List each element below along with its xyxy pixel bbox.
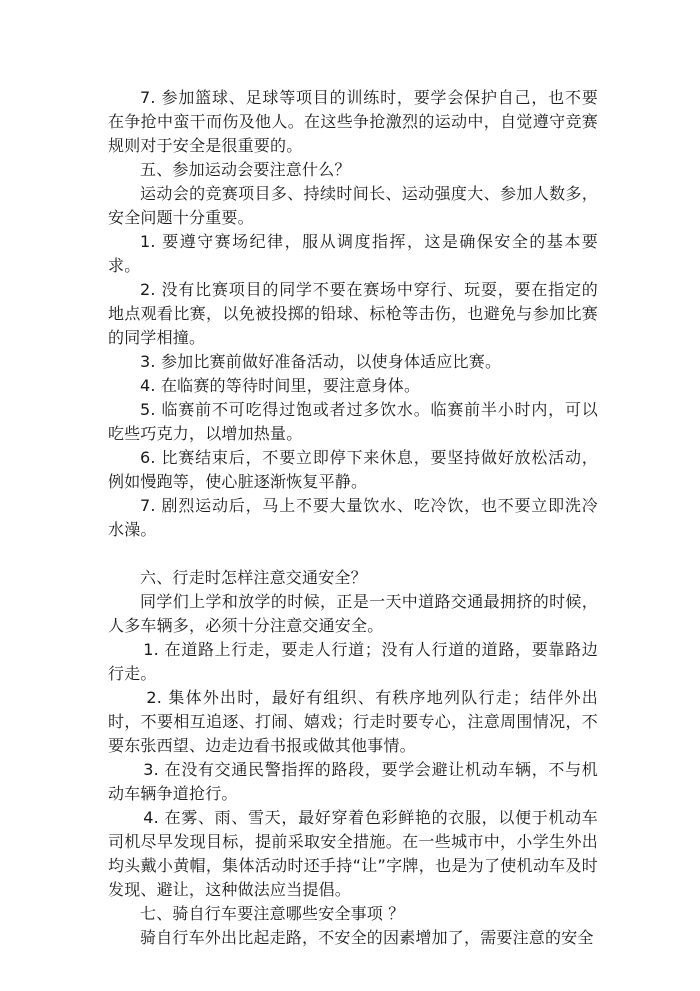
list-item-section5-6: 6. 比赛结束后，不要立即停下来休息，要坚持做好放松活动，例如慢跑等，使心脏逐渐恢复平静。 xyxy=(108,448,598,491)
section-heading-6: 六、行走时怎样注意交通安全？ xyxy=(140,568,367,587)
paragraph-section5-intro: 运动会的竞赛项目多、持续时间长、运动强度大、参加人数多，安全问题十分重要。 xyxy=(108,184,598,227)
paragraph-section7-intro: 骑自行车外出比起走路，不安全的因素增加了，需要注意的安全 xyxy=(140,928,594,947)
list-item-section5-1: 1. 要遵守赛场纪律，服从调度指挥，这是确保安全的基本要求。 xyxy=(108,232,598,275)
list-item-section5-3: 3. 参加比赛前做好准备活动，以使身体适应比赛。 xyxy=(140,352,502,371)
list-item-section6-2: 2. 集体外出时，最好有组织、有秩序地列队行走；结伴外出时，不要相互追逐、打闹、嬉戏；行走时要专心，注意周围情况，不要东张西望、边走边看书报或做其他事情。 xyxy=(108,688,598,755)
section-heading-7: 七、骑自行车要注意哪些安全事项 ？ xyxy=(140,904,405,923)
section-spacer xyxy=(108,542,598,566)
paragraph-section5-item7: 7. 参加篮球、足球等项目的训练时，要学会保护自己，也不要在争抢中蛮干而伤及他人。在这些争抢激烈的运动中，自觉遵守竞赛规则对于安全是很重要的。 xyxy=(108,88,598,155)
list-item-section5-7: 7. 剧烈运动后，马上不要大量饮水、吃冷饮，也不要立即洗冷水澡。 xyxy=(108,496,598,539)
paragraph-section6-intro: 同学们上学和放学的时候，正是一天中道路交通最拥挤的时候，人多车辆多，必须十分注意交通安全。 xyxy=(108,592,598,635)
list-item-section6-4: 4. 在雾、雨、雪天，最好穿着色彩鲜艳的衣服，以便于机动车司机尽早发现目标，提前采取安全措施。在一些城市中，小学生外出均头戴小黄帽，集体活动时还手持“让”字牌，也是为了使机动车及时发现、避让，这种做法应当提倡。 xyxy=(108,808,598,899)
list-item-section5-5: 5. 临赛前不可吃得过饱或者过多饮水。临赛前半小时内，可以吃些巧克力，以增加热量。 xyxy=(108,400,598,443)
list-item-section5-4: 4. 在临赛的等待时间里，要注意身体。 xyxy=(140,376,421,395)
section-heading-5: 五、参加运动会要注意什么？ xyxy=(140,160,351,179)
document-body xyxy=(108,86,598,950)
list-item-section6-1: 1. 在道路上行走，要走人行道；没有人行道的道路，要靠路边行走。 xyxy=(108,640,598,683)
list-item-section6-3: 3. 在没有交通民警指挥的路段，要学会避让机动车辆，不与机动车辆争道抢行。 xyxy=(108,760,598,803)
list-item-section5-2: 2. 没有比赛项目的同学不要在赛场中穿行、玩耍，要在指定的地点观看比赛，以免被投掷的铅球、标枪等击伤，也避免与参加比赛的同学相撞。 xyxy=(108,280,598,347)
